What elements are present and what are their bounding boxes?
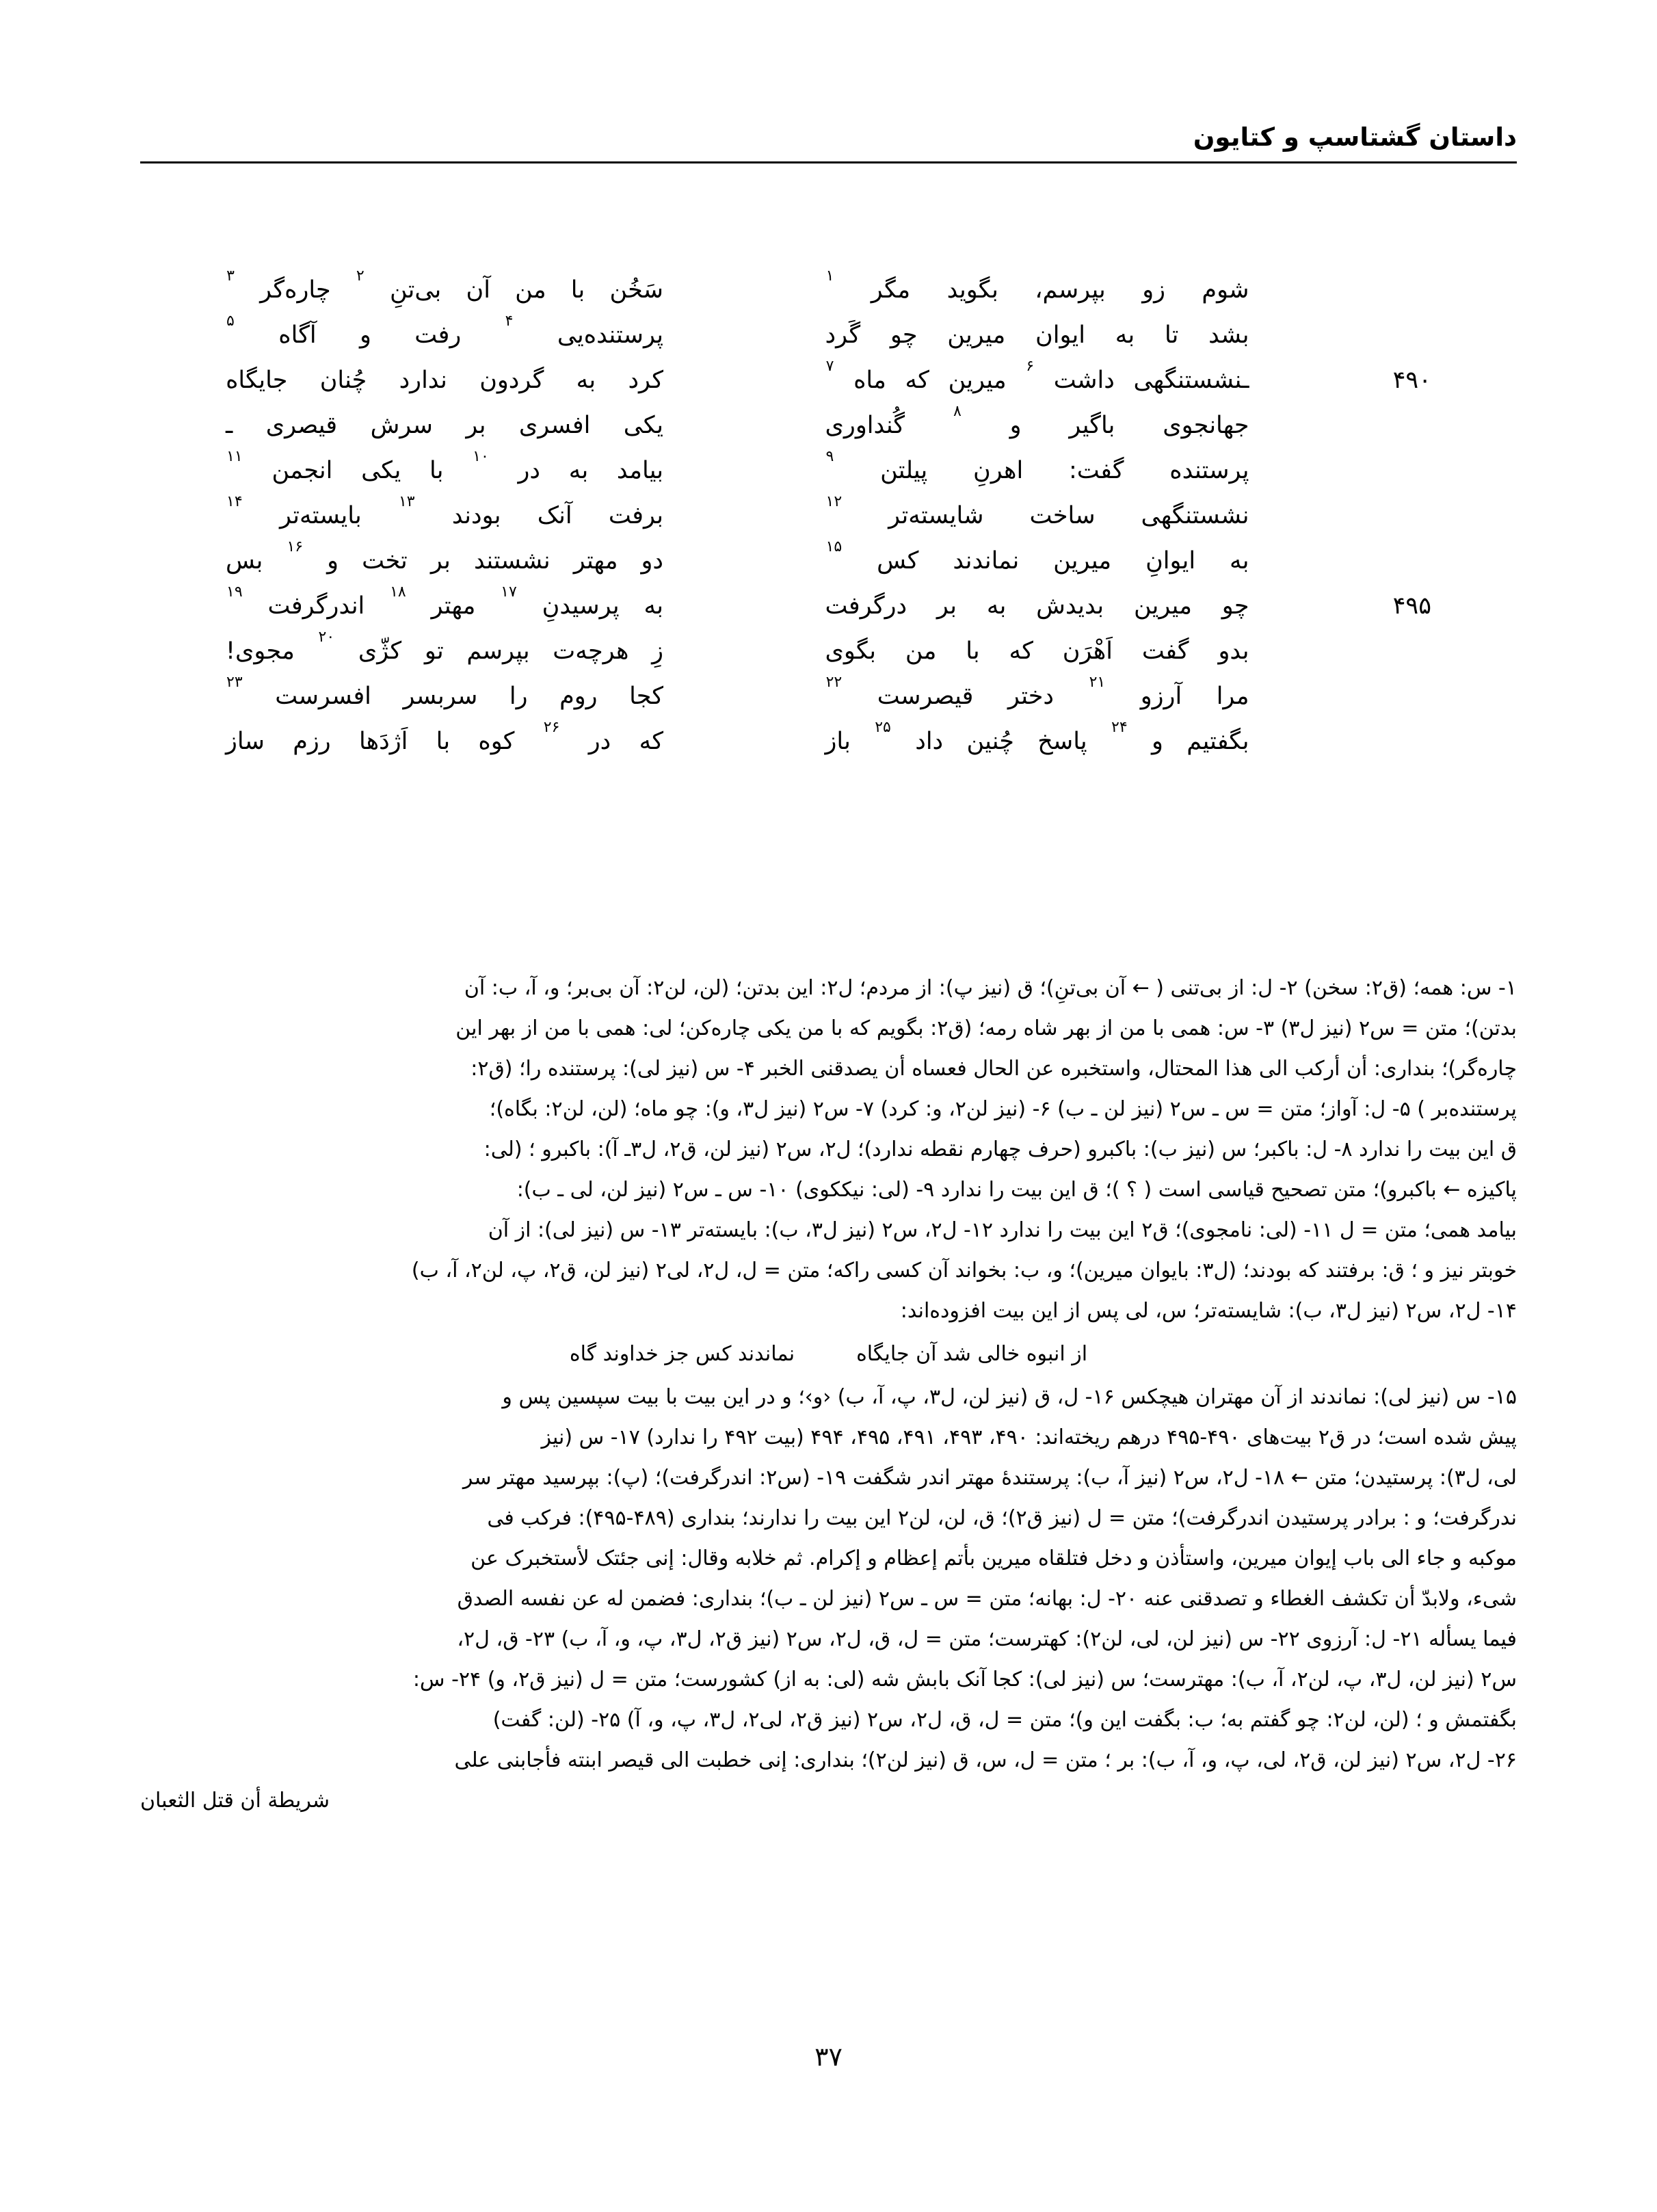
verse-word: رزم bbox=[293, 728, 331, 755]
verse-word: به bbox=[1229, 547, 1249, 575]
footnote-marker: ۱ bbox=[825, 267, 834, 285]
verse-word: داد bbox=[915, 728, 944, 755]
verse-word: من bbox=[515, 276, 546, 304]
quoted-hemistich-b: نماندند کس جز خداوند گاه bbox=[569, 1342, 795, 1366]
apparatus-line: ۲۶- ل۲، س۲ (نیز لن، ق۲، لی، پ، و، آ، ب): بر ؛ متن = ل، س، ق (نیز لن۲)؛ بنداری: إنی خطبت الی قیصر ابنته فأجابنی علی bbox=[454, 1748, 1517, 1772]
verse-word: آنک bbox=[537, 502, 572, 529]
verse-row bbox=[226, 674, 1431, 728]
footnote-marker: ۱۶ bbox=[287, 538, 304, 555]
verse-word: پرسیدنِ bbox=[542, 592, 620, 620]
verse-word: مگر bbox=[871, 276, 911, 304]
verse-word: برفت bbox=[608, 502, 663, 529]
verse-row bbox=[226, 538, 1431, 592]
verse-row bbox=[226, 358, 1431, 412]
hemistich-right bbox=[825, 538, 1249, 575]
verse-word: باز bbox=[825, 728, 851, 755]
verse-word: باگیر bbox=[1069, 412, 1115, 439]
verse-word: انجمن bbox=[271, 457, 333, 484]
verse-word: مرا bbox=[1216, 683, 1249, 710]
verse-word: میرین bbox=[947, 321, 1006, 349]
verse-word: چو bbox=[1221, 592, 1249, 620]
verse-word: چاره‌گر bbox=[260, 276, 331, 304]
apparatus-line: خوبتر نیز و ؛ ق: برفتند که بودند؛ (ل۳: بایوان میرین)؛ و، ب: بخواند آن کسی راکه؛ متن = ل، ل۲، لی۲ (نیز لن، ق۲، پ، لن۲، آ، ب) bbox=[411, 1259, 1517, 1282]
verse-word: آرزو bbox=[1140, 683, 1182, 710]
hemistich-left bbox=[226, 313, 663, 349]
verse-word: بپرسم bbox=[466, 637, 530, 665]
hemistich-right bbox=[825, 267, 1249, 304]
verse-word: اهرنِ bbox=[973, 457, 1024, 484]
verse-word: نشستنگهی bbox=[1141, 502, 1249, 529]
apparatus-line: بدتن)؛ متن = س۲ (نیز ل۳) ۳- س: همی با من از بهر شاه رمه؛ (ق۲: بگویم که با من یکی چاره‌کن؛ لی: همی با من از بهر این bbox=[455, 1016, 1517, 1040]
verse-word: بودند bbox=[451, 502, 501, 529]
verse-word: روم bbox=[559, 683, 598, 710]
footnote-marker: ۱۵ bbox=[825, 538, 843, 555]
apparatus-line: ۱۵- س (نیز لی): نماندند از آن مهتران هیچکس ۱۶- ل، ق (نیز لن، ل۳، پ، آ، ب) ‹و›؛ و در این بیت با بیت سپسین پس و bbox=[502, 1385, 1517, 1409]
apparatus-line: لی، ل۳): پرستیدن؛ متن ← ۱۸- ل۲، س۲ (نیز آ، ب): پرستندهٔ مهتر اندر شگفت ۱۹- (س۲: اندرگرفت)؛ (پ): بپرسید مهتر سر bbox=[462, 1466, 1517, 1490]
verse-word: جایگاه bbox=[226, 367, 288, 394]
footnote-marker: ۶ bbox=[1026, 358, 1035, 375]
verse-word: بر bbox=[936, 592, 957, 620]
verse-word: هرچه‌ت bbox=[553, 637, 629, 665]
verse-word: ـ bbox=[226, 412, 233, 439]
verse-word: میرین bbox=[1133, 592, 1192, 620]
verse-word: چو bbox=[890, 321, 918, 349]
verse-word: کس bbox=[877, 547, 919, 575]
verse-word: افسرست bbox=[275, 683, 371, 710]
verse-word: ساخت bbox=[1029, 502, 1096, 529]
footnote-marker: ۹ bbox=[825, 448, 834, 465]
verse-word: نشستند bbox=[473, 547, 551, 575]
verse-word: بگوید bbox=[946, 276, 998, 304]
critical-apparatus bbox=[140, 968, 1517, 1821]
verse-word: اَهْرَن bbox=[1062, 637, 1113, 665]
verse-word: با bbox=[436, 728, 451, 755]
verse-word: تا bbox=[1165, 321, 1179, 349]
verse-word: مهتر bbox=[431, 592, 476, 620]
verse-word: اَژدَها bbox=[359, 728, 408, 755]
verse-word: و bbox=[360, 321, 371, 349]
hemistich-right bbox=[825, 674, 1249, 710]
verse-block bbox=[226, 267, 1431, 773]
apparatus-line: ۱۴- ل۲، س۲ (نیز ل۳، ب): شایسته‌تر؛ س، لی پس از این بیت افزوده‌اند: bbox=[900, 1299, 1517, 1323]
header-rule bbox=[140, 161, 1517, 163]
verse-word: با bbox=[429, 457, 444, 484]
verse-word: و bbox=[327, 547, 339, 575]
verse-number: ۴۹۰ bbox=[1392, 367, 1431, 394]
verse-word: تو bbox=[424, 637, 444, 665]
verse-number: ۴۹۵ bbox=[1392, 592, 1431, 620]
apparatus-line: س۲ (نیز لن، ل۳، پ، لن۲، آ، ب): مهترست؛ س (نیز لی): کجا آنک بابش شه (لی: به از) کشورست؛ متن = ل (نیز ق۲، و) ۲۴- س: bbox=[412, 1668, 1517, 1691]
verse-word: میرین bbox=[948, 367, 1007, 394]
verse-word: مهتر bbox=[573, 547, 618, 575]
verse-word: به bbox=[1115, 321, 1135, 349]
footnote-marker: ۵ bbox=[226, 313, 235, 330]
verse-word: ندارد bbox=[399, 367, 447, 394]
verse-word: ـنشستنگهی bbox=[1133, 367, 1249, 394]
verse-word: پیلتن bbox=[880, 457, 928, 484]
hemistich-right bbox=[825, 719, 1249, 755]
verse-word: شایسته‌تر bbox=[888, 502, 984, 529]
verse-word: گفت: bbox=[1068, 457, 1124, 484]
verse-row bbox=[226, 583, 1431, 637]
verse-word: بگوی bbox=[825, 637, 877, 665]
footnote-marker: ۴ bbox=[505, 313, 514, 330]
verse-word: قیصری bbox=[265, 412, 338, 439]
footnote-marker: ۱۷ bbox=[501, 583, 517, 601]
verse-word: گفت bbox=[1141, 637, 1189, 665]
apparatus-line: شیء، ولابدّ أن تکشف الغطاء و تصدقنی عنه ۲۰- ل: بهانه؛ متن = س ـ س۲ (نیز لن ـ ب)؛ بنداری: فضمن له عن نفسه الصدق bbox=[457, 1587, 1517, 1611]
hemistich-right bbox=[825, 637, 1249, 665]
verse-word: کوه bbox=[478, 728, 515, 755]
footnote-marker: ۳ bbox=[226, 267, 235, 285]
verse-word: دختر bbox=[1007, 683, 1055, 710]
hemistich-left bbox=[226, 493, 663, 529]
verse-word: میرین bbox=[1053, 547, 1112, 575]
verse-word: یکی bbox=[361, 457, 401, 484]
hemistich-left bbox=[226, 719, 663, 755]
verse-word: سرش bbox=[370, 412, 433, 439]
verse-word: بر bbox=[430, 547, 451, 575]
quoted-verse bbox=[140, 1334, 1517, 1374]
verse-word: آن bbox=[466, 276, 490, 304]
footnote-marker: ۲۰ bbox=[318, 629, 335, 646]
verse-row bbox=[226, 267, 1431, 321]
verse-word: آگاه bbox=[278, 321, 317, 349]
footnote-marker: ۲۴ bbox=[1111, 719, 1128, 736]
verse-word: ایوانِ bbox=[1145, 547, 1196, 575]
footnote-marker: ۱۲ bbox=[825, 493, 843, 510]
hemistich-left bbox=[226, 674, 663, 710]
verse-word: در bbox=[518, 457, 540, 484]
verse-word: کرد bbox=[628, 367, 663, 394]
verse-word: جهانجوی bbox=[1163, 412, 1249, 439]
footnote-marker: ۲۲ bbox=[825, 674, 843, 691]
verse-word: با bbox=[966, 637, 980, 665]
hemistich-right bbox=[825, 493, 1249, 529]
apparatus-line: پاکیزه ← باکبرو)؛ متن تصحیح قیاسی است ( ؟ )؛ ق این بیت را ندارد ۹- (لی: نیککوی) ۱۰- س ـ س۲ (نیز لن، لی ـ ب): bbox=[516, 1178, 1517, 1202]
apparatus-line: پرستنده‌بر ) ۵- ل: آواز؛ متن = س ـ س۲ (نیز لن ـ ب) ۶- (نیز لن۲، و: کرد) ۷- س۲ (نیز ل۳، و): چو ماه؛ (لن، لن۲: بگاه)؛ bbox=[489, 1097, 1517, 1121]
apparatus-line: ندرگرفت؛ و : برادر پرستیدن اندرگرفت)؛ متن = ل (نیز ق۲)؛ ق، لن، لن۲ این بیت را ندارند؛ بنداری (۴۸۹-۴۹۵): فرکب فی bbox=[487, 1506, 1517, 1530]
apparatus-line: شریطة أن قتل الثعبان bbox=[140, 1789, 330, 1813]
verse-word: پرستنده bbox=[1169, 457, 1249, 484]
verse-word: و bbox=[1009, 412, 1022, 439]
verse-word: شوم bbox=[1202, 276, 1249, 304]
verse-word: کژّی bbox=[358, 637, 402, 665]
verse-word: تخت bbox=[362, 547, 408, 575]
verse-word: دو bbox=[641, 547, 663, 575]
footnote-marker: ۲۵ bbox=[875, 719, 891, 736]
verse-word: چُنان bbox=[319, 367, 367, 394]
folio-number: ۳۷ bbox=[814, 2042, 843, 2072]
verse-word: ماه bbox=[853, 367, 886, 394]
footnote-marker: ۱۸ bbox=[390, 583, 406, 601]
footnote-marker: ۲۳ bbox=[226, 674, 243, 691]
hemistich-right bbox=[825, 321, 1249, 349]
verse-word: به bbox=[644, 592, 663, 620]
verse-word: به bbox=[986, 592, 1007, 620]
hemistich-left bbox=[226, 583, 663, 620]
verse-word: پرستنده‌یی bbox=[557, 321, 663, 349]
hemistich-left bbox=[226, 629, 663, 665]
verse-word: زِ bbox=[652, 637, 663, 665]
verse-word: بدو bbox=[1218, 637, 1249, 665]
verse-word: یکی bbox=[623, 412, 663, 439]
verse-word: به bbox=[568, 457, 589, 484]
verse-word: بشد bbox=[1208, 321, 1249, 349]
verse-word: من bbox=[905, 637, 937, 665]
verse-word: که bbox=[905, 367, 929, 394]
verse-word: بیامد bbox=[616, 457, 663, 484]
running-head: داستان گشتاسپ و کتایون bbox=[1193, 122, 1517, 152]
verse-word: بدیدش bbox=[1036, 592, 1104, 620]
verse-word: با bbox=[570, 276, 585, 304]
hemistich-right bbox=[825, 358, 1249, 394]
apparatus-line: موکبه و جاء الی باب إیوان میرین، واستأذن و دخل فتلقاه میرین بأتم إعظام و إکرام. ثم خلابه وقال: إنی جئتک لأستخبرک عن bbox=[470, 1546, 1517, 1570]
verse-word: بر bbox=[466, 412, 486, 439]
verse-word: درگرفت bbox=[825, 592, 907, 620]
hemistich-right bbox=[825, 448, 1249, 484]
verse-word: چُنین bbox=[966, 728, 1014, 755]
verse-word: که bbox=[639, 728, 663, 755]
hemistich-left bbox=[226, 412, 663, 439]
hemistich-left bbox=[226, 538, 663, 575]
running-head-container bbox=[140, 124, 1517, 172]
verse-word: بی‌تنِ bbox=[389, 276, 442, 304]
verse-word: رفت bbox=[414, 321, 462, 349]
verse-word: داشت bbox=[1053, 367, 1115, 394]
verse-row bbox=[226, 719, 1431, 773]
footnote-marker: ۱۳ bbox=[398, 493, 415, 510]
footnote-marker: ۱۱ bbox=[226, 448, 243, 465]
footnote-marker: ۲ bbox=[356, 267, 364, 285]
verse-word: بپرسم، bbox=[1035, 276, 1106, 304]
quoted-hemistich-a: از انبوه خالی شد آن جایگاه bbox=[856, 1342, 1088, 1366]
footnote-marker: ۱۴ bbox=[226, 493, 243, 510]
verse-word: گَرد bbox=[825, 321, 861, 349]
verse-word: گُنداوری bbox=[825, 412, 905, 439]
verse-word: بایسته‌تر bbox=[279, 502, 362, 529]
verse-word: قیصرست bbox=[877, 683, 974, 710]
apparatus-line: چاره‌گر)؛ بنداری: أن أرکب الی هذا المحتال، واستخبره عن الحال فعساه أن یصدقنی الخبر ۴- س (نیز لی): پرستنده را؛ (ق۲: bbox=[470, 1057, 1517, 1081]
verse-word: بس bbox=[226, 547, 263, 575]
verse-word: پاسخ bbox=[1037, 728, 1087, 755]
apparatus-line: ق این بیت را ندارد ۸- ل: باکبر؛ س (نیز ب): باکبرو (حرف چهارم نقطه ندارد)؛ ل۲، س۲ (نیز لن، ق۲، ل۳ـ آ): باکبرو ؛ (لی: bbox=[483, 1137, 1517, 1161]
verse-word: بگفتیم bbox=[1187, 728, 1249, 755]
footnote-marker: ۸ bbox=[953, 403, 962, 420]
verse-word: مجوی! bbox=[226, 637, 295, 665]
footnote-marker: ۱۰ bbox=[473, 448, 489, 465]
verse-word: و bbox=[1152, 728, 1163, 755]
verse-word: سَخُن bbox=[609, 276, 663, 304]
footnote-marker: ۷ bbox=[825, 358, 834, 375]
apparatus-line: ۱- س: همه؛ (ق۲: سخن) ۲- ل: از بی‌تنی ( ← آن بی‌تنِ)؛ ق (نیز پ): از مردم؛ ل۲: این بدتن؛ (لن، لن۲: آن بی‌بر؛ و، آ، ب: آن bbox=[464, 976, 1517, 1000]
footnote-marker: ۲۱ bbox=[1089, 674, 1106, 691]
hemistich-right bbox=[825, 403, 1249, 439]
verse-word: نماندند bbox=[953, 547, 1020, 575]
verse-word: زو bbox=[1142, 276, 1166, 304]
verse-word: گردون bbox=[479, 367, 544, 394]
verse-word: ساز bbox=[226, 728, 265, 755]
verse-word: اندرگرفت bbox=[267, 592, 365, 620]
verse-word: را bbox=[509, 683, 528, 710]
verse-word: سربسر bbox=[403, 683, 478, 710]
apparatus-line: پیش شده است؛ در ق۲ بیت‌های ۴۹۰-۴۹۵ درهم ریخته‌اند: ۴۹۰، ۴۹۳، ۴۹۱، ۴۹۵، ۴۹۴ (بیت ۴۹۲ را ندارد) ۱۷- س (نیز bbox=[541, 1425, 1517, 1449]
footnote-marker: ۲۶ bbox=[543, 719, 560, 736]
hemistich-right bbox=[825, 592, 1249, 620]
verse-word: در bbox=[588, 728, 611, 755]
apparatus-line: بیامد همی؛ متن = ل ۱۱- (لی: نامجوی)؛ ق۲ این بیت را ندارد ۱۲- ل۲، س۲ (نیز ل۳، ب): بایسته‌تر ۱۳- س (نیز لی): از آن bbox=[488, 1218, 1517, 1242]
hemistich-left bbox=[226, 448, 663, 484]
verse-word: افسری bbox=[518, 412, 591, 439]
verse-word: کجا bbox=[629, 683, 663, 710]
verse-word: که bbox=[1009, 637, 1033, 665]
hemistich-left bbox=[226, 367, 663, 394]
apparatus-line: فیما یسأله ۲۱- ل: آرزوی ۲۲- س (نیز لن، لی، لن۲): کهترست؛ متن = ل، ق، ل۲، س۲ (نیز ق۲، ل۳، پ، و، آ، ب) ۲۳- ق، ل۲، bbox=[457, 1627, 1517, 1651]
apparatus-line: بگفتمش و ؛ (لن، لن۲: چو گفتم به؛ ب: بگفت این و)؛ متن = ل، ق، ل۲، س۲ (نیز ق۲، لی۲، ل۳، پ، و، آ) ۲۵- (لن: گفت) bbox=[492, 1708, 1517, 1732]
verse-word: ایوان bbox=[1035, 321, 1086, 349]
verse-word: به bbox=[576, 367, 596, 394]
hemistich-left bbox=[226, 267, 663, 304]
footnote-marker: ۱۹ bbox=[226, 583, 243, 601]
